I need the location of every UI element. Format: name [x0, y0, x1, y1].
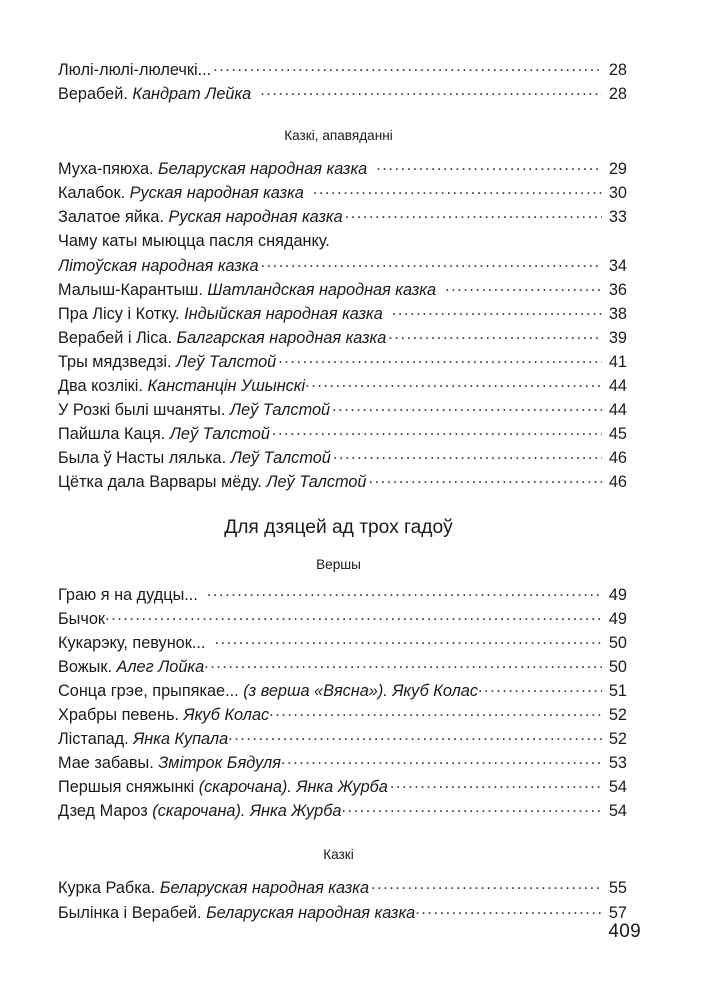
section-subheading: Казкі — [323, 847, 354, 863]
toc-entry-page-number: 50 — [608, 657, 627, 676]
toc-entry-work: У Розкі былі шчаняты. — [58, 401, 230, 420]
toc-entry-page-number: 38 — [608, 304, 627, 323]
toc-entry-work: Цётка дала Варвары мёду. — [58, 473, 267, 492]
toc-entry-page-number: 55 — [608, 879, 627, 898]
toc-entry-author: Леў Талстой — [176, 352, 277, 371]
toc-entry-author: Якуб Колас — [183, 705, 270, 724]
toc-entry-work: Чаму каты мыюцца пасля сняданку. — [58, 232, 330, 251]
toc-entry-page-number: 44 — [608, 377, 627, 396]
dot-leader — [332, 398, 602, 422]
toc-entry-work: Курка Рабка. — [58, 879, 160, 898]
toc-entry-work: Люлі-люлі-люлечкі... — [58, 61, 212, 79]
toc-block — [58, 58, 627, 106]
toc-entry-page-number: 29 — [608, 160, 627, 179]
toc-entry-work: Залатое яйка. — [58, 208, 169, 227]
toc-entry[interactable] — [58, 727, 627, 751]
toc-entry-page-number: 33 — [608, 208, 627, 227]
toc-entry[interactable] — [58, 799, 627, 823]
toc-entry[interactable] — [58, 181, 627, 205]
toc-entry-list — [58, 157, 627, 494]
toc-entry-list — [58, 583, 627, 824]
dot-leader — [333, 446, 602, 470]
toc-entry-page-number: 54 — [608, 778, 627, 797]
toc-entry-title — [58, 751, 281, 775]
toc-entry-work: Пра Лісу і Котку. — [58, 304, 185, 323]
toc-entry[interactable] — [58, 58, 627, 82]
dot-leader — [368, 470, 602, 494]
toc-entry-title — [58, 254, 259, 278]
toc-entry-title — [58, 58, 211, 82]
toc-entry[interactable] — [58, 157, 627, 181]
toc-entry-title — [58, 422, 270, 446]
page-number: 409 — [608, 921, 641, 942]
toc-entry-page-number: 28 — [608, 85, 627, 104]
toc-entry-page-number: 49 — [608, 585, 627, 604]
toc-entry-author: Беларуская народная казка — [159, 879, 370, 898]
toc-entry-title — [58, 374, 305, 398]
toc-entry-work: Былінка і Верабей. — [58, 903, 207, 922]
dot-leader — [305, 374, 602, 398]
dot-leader — [278, 350, 602, 374]
toc-entry-title — [58, 398, 330, 422]
toc-entry-work: Дзед Мароз — [58, 802, 153, 821]
toc-entry-page-number: 46 — [608, 449, 627, 468]
dot-leader — [445, 278, 602, 302]
dot-leader — [376, 157, 602, 181]
toc-entry[interactable] — [58, 607, 627, 631]
toc-entry[interactable] — [58, 302, 627, 326]
toc-entry[interactable] — [58, 775, 627, 799]
dot-leader — [281, 751, 602, 775]
toc-entry[interactable] — [58, 254, 627, 278]
toc-block — [58, 876, 627, 924]
toc-entry-author: (з верша «Вясна»). Якуб Колас — [243, 681, 478, 700]
toc-entry-page-number: 46 — [608, 473, 627, 492]
toc-entry-title — [58, 876, 369, 900]
dot-leader — [415, 901, 602, 925]
toc-entry[interactable] — [58, 679, 627, 703]
toc-entry-title — [58, 583, 198, 607]
toc-entry-author: Літоўская народная казка — [58, 256, 259, 275]
dot-leader — [345, 205, 602, 229]
toc-entry-title — [58, 775, 388, 799]
toc-entry[interactable] — [58, 470, 627, 494]
toc-entry-title — [58, 679, 478, 703]
toc-entry-page-number: 54 — [608, 802, 627, 821]
toc-entry-author: (скарочана). Янка Журба — [152, 802, 342, 821]
dot-leader — [388, 326, 602, 350]
toc-entry-author: Леў Талстой — [229, 401, 331, 420]
dot-leader — [371, 876, 602, 900]
toc-entry-title — [58, 181, 304, 205]
toc-entry[interactable] — [58, 398, 627, 422]
toc-entry[interactable] — [58, 655, 627, 679]
toc-entry-title — [58, 157, 367, 181]
toc-entry-list — [58, 876, 627, 924]
toc-entry[interactable] — [58, 278, 627, 302]
dot-leader — [269, 703, 602, 727]
toc-entry-title — [58, 799, 341, 823]
toc-entry[interactable] — [58, 422, 627, 446]
toc-entry-page-number: 53 — [608, 754, 627, 773]
toc-entry-work: Кукарэку, певунок... — [58, 633, 206, 652]
toc-entry-work: Два козлікі. — [58, 377, 148, 396]
toc-entry-title — [58, 901, 415, 925]
section-subheading: Казкі, апавяданні — [284, 128, 393, 144]
toc-entry-work: Граю я на дудцы... — [58, 585, 198, 604]
dot-leader — [341, 799, 602, 823]
toc-entry-work: Храбры певень. — [58, 705, 184, 724]
toc-entry-work: Мае забавы. — [58, 754, 159, 773]
section-heading: Для дзяцей ад трох гадоў — [224, 516, 453, 538]
toc-entry-author: Беларуская народная казка — [206, 903, 416, 922]
dot-leader — [207, 583, 602, 607]
toc-entry-work: Верабей. — [58, 85, 133, 104]
toc-block — [58, 516, 627, 540]
toc-entry-title — [58, 326, 386, 350]
toc-block — [58, 845, 627, 865]
dot-leader — [313, 181, 602, 205]
toc-block — [58, 157, 627, 494]
dot-leader — [390, 775, 602, 799]
toc-entry-list — [58, 58, 627, 106]
toc-entry-author: Індыйская народная казка — [184, 304, 383, 323]
toc-entry[interactable] — [58, 326, 627, 350]
dot-leader — [213, 58, 602, 82]
toc-entry-author: Балгарская народная казка — [176, 328, 387, 347]
toc-entry-page-number: 50 — [608, 633, 627, 652]
toc-entry-title — [58, 727, 228, 751]
toc-entry-work: Першыя сняжынкі — [58, 778, 199, 797]
toc-entry-page-number: 51 — [608, 681, 627, 700]
toc-entry[interactable] — [58, 876, 627, 900]
toc-entry-author: (скарочана). Янка Журба — [198, 778, 388, 797]
toc-entry-author: Руская народная казка — [168, 208, 343, 227]
toc-entry-page-number: 39 — [608, 328, 627, 347]
dot-leader — [204, 655, 602, 679]
toc-entry-title — [58, 703, 269, 727]
toc-entry-page-number: 44 — [608, 401, 627, 420]
dot-leader — [105, 607, 602, 631]
dot-leader — [261, 254, 602, 278]
table-of-contents — [58, 58, 627, 925]
toc-entry-title — [58, 446, 331, 470]
dot-leader — [392, 302, 602, 326]
toc-entry-page-number: 36 — [608, 280, 627, 299]
toc-entry-work: Верабей і Ліса. — [58, 328, 177, 347]
dot-leader — [272, 422, 602, 446]
toc-entry-title — [58, 229, 330, 253]
toc-entry-title — [58, 470, 366, 494]
toc-block — [58, 555, 627, 575]
toc-entry-author: Леў Талстой — [266, 473, 367, 492]
toc-entry-author: Руская народная казка — [129, 184, 304, 203]
toc-entry[interactable] — [58, 82, 627, 106]
dot-leader — [478, 679, 602, 703]
toc-entry[interactable] — [58, 703, 627, 727]
dot-leader — [228, 727, 602, 751]
toc-entry-work: Муха-пяюха. — [58, 160, 159, 179]
toc-entry-title — [58, 278, 436, 302]
toc-entry-author: Кандрат Лейка — [132, 85, 252, 104]
toc-entry-page-number: 45 — [608, 425, 627, 444]
toc-entry[interactable] — [58, 229, 627, 253]
toc-entry-page-number: 57 — [608, 903, 627, 922]
toc-entry-work: Тры мядзведзі. — [58, 352, 177, 371]
toc-entry-work: Лістапад. — [58, 730, 134, 749]
toc-entry-work: Бычок — [58, 609, 106, 628]
toc-entry-author: Канстанцін Ушынскі — [147, 377, 306, 396]
toc-entry-author: Леў Талстой — [230, 449, 331, 468]
toc-entry-title — [58, 82, 251, 106]
toc-entry-author: Беларуская народная казка — [158, 160, 368, 179]
toc-entry-title — [58, 205, 343, 229]
toc-entry-page-number: 28 — [608, 61, 627, 79]
toc-entry-title — [58, 607, 105, 631]
dot-leader — [214, 631, 602, 655]
toc-entry-page-number: 34 — [608, 256, 627, 275]
toc-entry-work: Пайшла Каця. — [58, 425, 170, 444]
toc-entry-page-number: 52 — [608, 730, 627, 749]
dot-leader — [260, 82, 602, 106]
toc-entry-work: Калабок. — [58, 184, 130, 203]
toc-entry-work: Вожык. — [58, 657, 117, 676]
toc-entry-title — [58, 631, 205, 655]
toc-entry-author: Янка Купала — [133, 730, 229, 749]
toc-entry-author: Шатландская народная казка — [207, 280, 437, 299]
toc-entry-title — [58, 655, 204, 679]
toc-entry[interactable] — [58, 631, 627, 655]
toc-entry-page-number: 41 — [608, 352, 627, 371]
toc-entry[interactable] — [58, 583, 627, 607]
toc-entry-work: Малыш-Карантыш. — [58, 280, 208, 299]
toc-entry[interactable] — [58, 446, 627, 470]
toc-entry[interactable] — [58, 751, 627, 775]
toc-block — [58, 126, 627, 146]
section-subheading: Вершы — [316, 556, 361, 572]
toc-entry-work: Сонца грэе, прыпякае... — [58, 681, 244, 700]
toc-entry-page-number: 30 — [608, 184, 627, 203]
toc-entry-author: Алег Лойка — [116, 657, 205, 676]
toc-entry-page-number: 49 — [608, 609, 627, 628]
toc-block — [58, 583, 627, 824]
toc-entry-work: Была ў Насты лялька. — [58, 449, 231, 468]
toc-entry[interactable] — [58, 374, 627, 398]
toc-entry-title — [58, 350, 276, 374]
toc-entry[interactable] — [58, 901, 627, 925]
toc-entry-author: Змітрок Бядуля — [158, 754, 281, 773]
toc-entry-title — [58, 302, 383, 326]
toc-entry[interactable] — [58, 350, 627, 374]
toc-entry-page-number: 52 — [608, 705, 627, 724]
toc-entry[interactable] — [58, 205, 627, 229]
toc-entry-author: Леў Талстой — [169, 425, 270, 444]
